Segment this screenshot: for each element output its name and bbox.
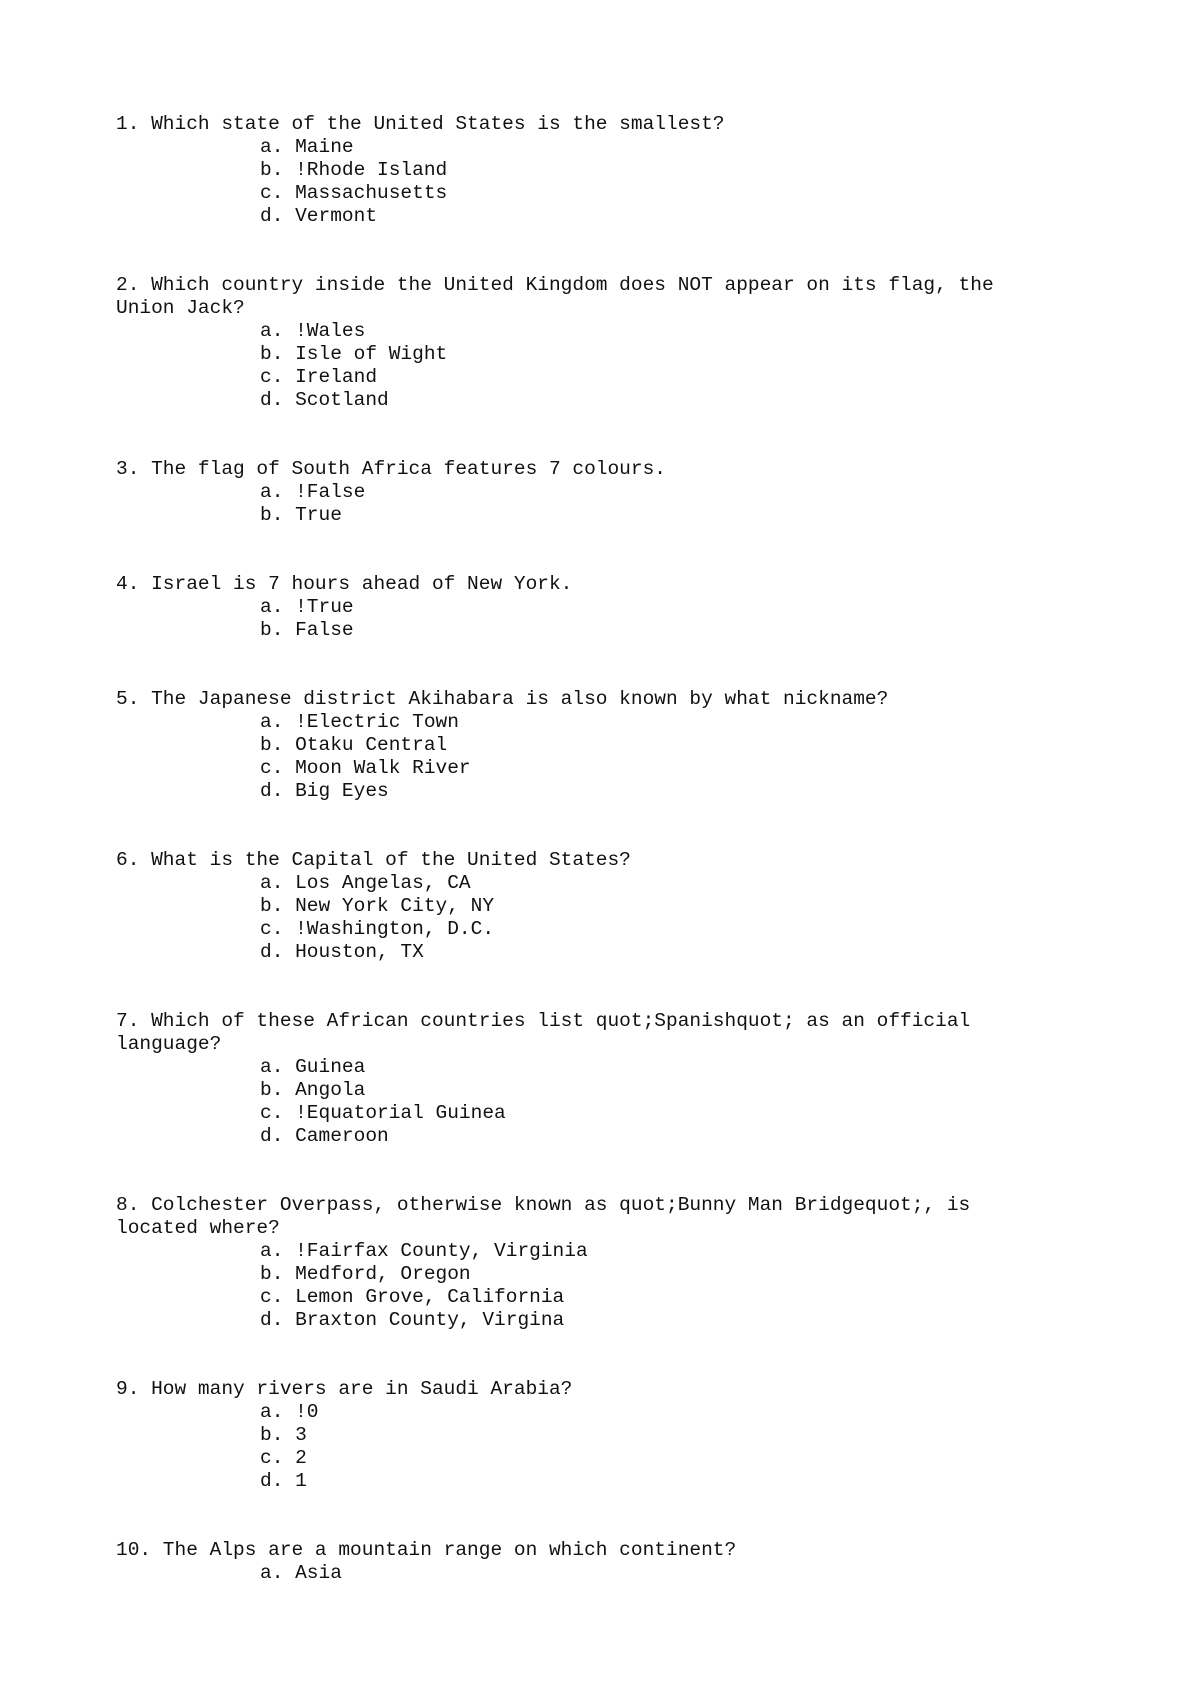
answer-option: c. 2 — [260, 1447, 307, 1469]
answer-option: d. Cameroon — [260, 1125, 389, 1147]
question-8 — [116, 1194, 1036, 1332]
question-6 — [116, 849, 1036, 964]
question-2 — [116, 274, 1036, 412]
spacer — [116, 228, 1036, 274]
question-text: 1. Which state of the United States is the smallest? — [116, 113, 725, 135]
answer-options — [116, 711, 1036, 803]
answer-option: a. !Fairfax County, Virginia — [260, 1240, 588, 1262]
answer-option: d. 1 — [260, 1470, 307, 1492]
answer-option: c. Moon Walk River — [260, 757, 471, 779]
question-text: 7. Which of these African countries list quot;Spanishquot; as an official language? — [116, 1010, 971, 1055]
answer-option: a. !Electric Town — [260, 711, 459, 733]
answer-option: d. Braxton County, Virgina — [260, 1309, 565, 1331]
answer-option: a. !0 — [260, 1401, 319, 1423]
answer-option: a. !True — [260, 596, 354, 618]
answer-option: c. Massachusetts — [260, 182, 448, 204]
answer-option: b. True — [260, 504, 342, 526]
question-1 — [116, 113, 1036, 228]
question-3 — [116, 458, 1036, 527]
question-text: 3. The flag of South Africa features 7 colours. — [116, 458, 666, 480]
question-7 — [116, 1010, 1036, 1148]
answer-option: a. Guinea — [260, 1056, 366, 1078]
spacer — [116, 1148, 1036, 1194]
answer-option: b. Otaku Central — [260, 734, 448, 756]
answer-options — [116, 320, 1036, 412]
question-text: 8. Colchester Overpass, otherwise known as quot;Bunny Man Bridgequot;, is located where? — [116, 1194, 971, 1239]
answer-option: d. Houston, TX — [260, 941, 424, 963]
answer-option: d. Big Eyes — [260, 780, 389, 802]
answer-option: a. Asia — [260, 1562, 342, 1584]
answer-option: c. Ireland — [260, 366, 378, 388]
answer-option: b. 3 — [260, 1424, 307, 1446]
question-4 — [116, 573, 1036, 642]
answer-option: d. Scotland — [260, 389, 389, 411]
answer-options — [116, 596, 1036, 642]
quiz-list — [116, 113, 1036, 1585]
answer-option: a. Los Angelas, CA — [260, 872, 471, 894]
answer-options — [116, 1056, 1036, 1148]
answer-option: b. Angola — [260, 1079, 366, 1101]
answer-option: b. Medford, Oregon — [260, 1263, 471, 1285]
question-text: 4. Israel is 7 hours ahead of New York. — [116, 573, 573, 595]
answer-options — [116, 136, 1036, 228]
spacer — [116, 412, 1036, 458]
question-9 — [116, 1378, 1036, 1493]
question-text: 5. The Japanese district Akihabara is also known by what nickname? — [116, 688, 889, 710]
question-text: 2. Which country inside the United Kingdom does NOT appear on its flag, the Union Jack? — [116, 274, 994, 319]
answer-options — [116, 1401, 1036, 1493]
answer-option: c. !Equatorial Guinea — [260, 1102, 506, 1124]
answer-option: c. Lemon Grove, California — [260, 1286, 565, 1308]
spacer — [116, 527, 1036, 573]
answer-options — [116, 481, 1036, 527]
spacer — [116, 1493, 1036, 1539]
answer-options — [116, 872, 1036, 964]
spacer — [116, 1332, 1036, 1378]
answer-option: a. !Wales — [260, 320, 366, 342]
answer-option: b. New York City, NY — [260, 895, 495, 917]
answer-option: b. !Rhode Island — [260, 159, 448, 181]
answer-option: b. Isle of Wight — [260, 343, 448, 365]
question-5 — [116, 688, 1036, 803]
answer-option: a. !False — [260, 481, 366, 503]
answer-options — [116, 1240, 1036, 1332]
question-10 — [116, 1539, 1036, 1585]
answer-option: a. Maine — [260, 136, 354, 158]
question-text: 9. How many rivers are in Saudi Arabia? — [116, 1378, 573, 1400]
answer-option: b. False — [260, 619, 354, 641]
spacer — [116, 964, 1036, 1010]
question-text: 6. What is the Capital of the United States? — [116, 849, 631, 871]
question-text: 10. The Alps are a mountain range on which continent? — [116, 1539, 737, 1561]
spacer — [116, 803, 1036, 849]
answer-options — [116, 1562, 1036, 1585]
spacer — [116, 642, 1036, 688]
answer-option: d. Vermont — [260, 205, 378, 227]
answer-option: c. !Washington, D.C. — [260, 918, 495, 940]
